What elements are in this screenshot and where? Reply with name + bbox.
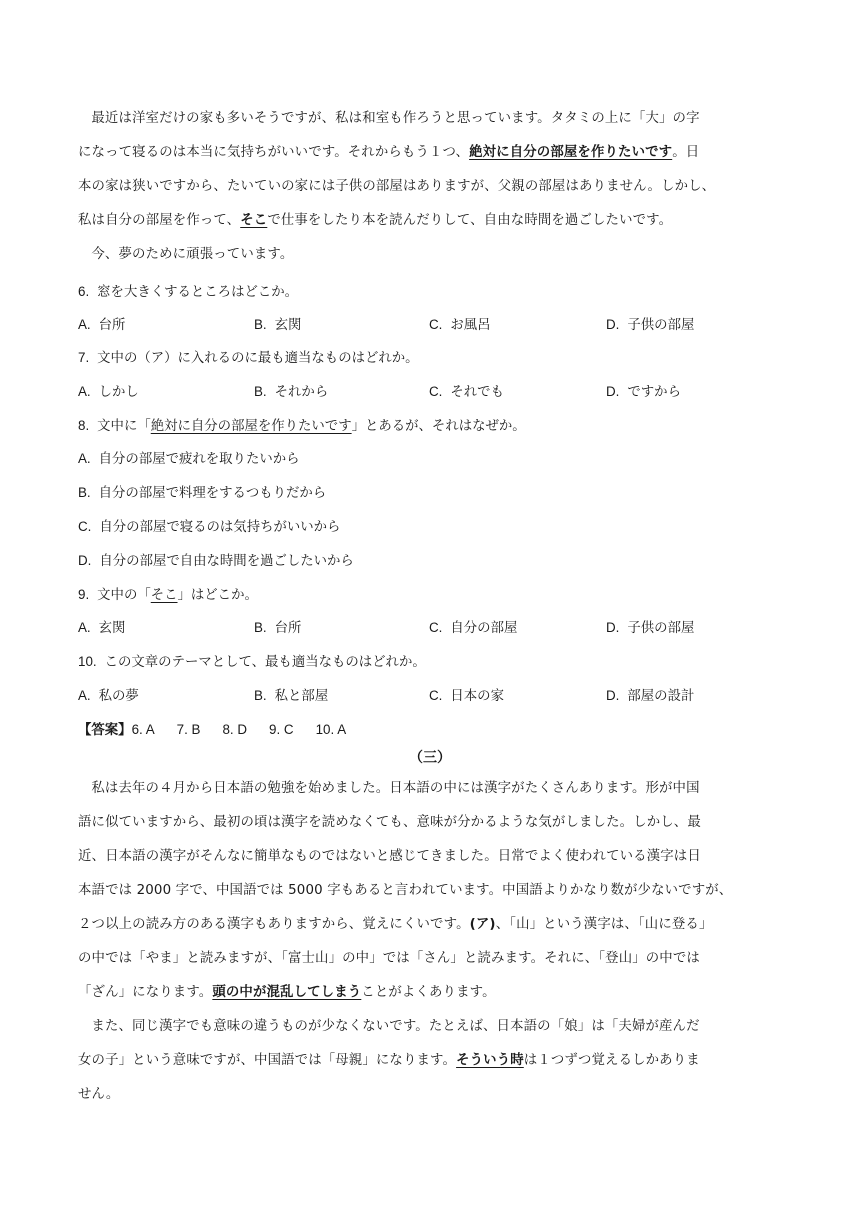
blank-marker: (ア)	[469, 917, 496, 932]
option-10d[interactable]: D. 部屋の設計	[606, 688, 695, 704]
passage-line: 本語では 2000 字で、中国語では 5000 字もあると言われています。中国語よりかなり数が少ないですが、	[78, 883, 733, 898]
passage-line: 語に似ていますから、最初の頃は漢字を読めなくても、意味が分かるような気がしました。しかし、最	[78, 815, 701, 830]
answer-item: 7. B	[176, 722, 201, 737]
option-10c[interactable]: C. 日本の家	[429, 688, 504, 704]
option-7d[interactable]: D. ですから	[606, 384, 681, 400]
passage-line: せん。	[78, 1087, 120, 1102]
option-7a[interactable]: A. しかし	[78, 384, 139, 400]
option-9d[interactable]: D. 子供の部屋	[606, 620, 695, 636]
passage-line: 本の家は狭いですから、たいていの家には子供の部屋はありますが、父親の部屋はありません。しかし、	[78, 179, 716, 194]
option-9a[interactable]: A. 玄関	[78, 620, 126, 636]
passage-line: 近、日本語の漢字がそんなに簡単なものではないと感じてきました。日常でよく使われている漢字は日	[78, 849, 701, 864]
passage-paragraph-1	[78, 102, 784, 272]
underlined-phrase: そういう時	[456, 1053, 524, 1068]
passage-line: 最近は洋室だけの家も多いそうですが、私は和室も作ろうと思っています。タタミの上に「大」の字	[91, 111, 700, 126]
answer-item: 10. A	[315, 722, 347, 737]
underlined-phrase: 絶対に自分の部屋を作りたいです	[469, 145, 673, 160]
option-10b[interactable]: B. 私と部屋	[254, 688, 329, 704]
option-6d[interactable]: D. 子供の部屋	[606, 317, 695, 333]
passage-line: の中では「やま」と読みますが、「富士山」の中」では「さん」と読みます。それに、「登山」の中では	[78, 951, 700, 966]
option-6a[interactable]: A. 台所	[78, 317, 126, 333]
option-7c[interactable]: C. それでも	[429, 384, 504, 400]
option-9b[interactable]: B. 台所	[254, 620, 302, 636]
passage-line: 私は去年の４月から日本語の勉強を始めました。日本語の中には漢字がたくさんあります。形が中国	[91, 781, 700, 796]
question-9: 9. 文中の「そこ」はどこか。	[78, 587, 258, 603]
section-title: （三）	[409, 750, 451, 766]
passage-paragraph-4	[78, 1010, 784, 1112]
question-10: 10. この文章のテーマとして、最も適当なものはどれか。	[78, 654, 426, 670]
underlined-quote: 絶対に自分の部屋を作りたいです	[150, 419, 352, 434]
question-8: 8. 文中に「絶対に自分の部屋を作りたいです」とあるが、それはなぜか。	[78, 418, 526, 434]
passage-paragraph-3	[78, 772, 784, 1010]
question-6: 6. 窓を大きくするところはどこか。	[78, 284, 299, 300]
answer-item: 6. A	[131, 722, 155, 737]
question-7: 7. 文中の（ア）に入れるのに最も適当なものはどれか。	[78, 350, 419, 366]
option-8a[interactable]: A. 自分の部屋で疲れを取りたいから	[78, 451, 300, 467]
underlined-quote: そこ	[150, 588, 178, 603]
passage-line: 私は自分の部屋を作って、そこで仕事をしたり本を読んだりして、自由な時間を過ごしたいです。	[78, 213, 673, 228]
passage-line: になって寝るのは本当に気持ちがいいです。それからもう１つ、絶対に自分の部屋を作りたいです。日	[78, 145, 700, 160]
option-9c[interactable]: C. 自分の部屋	[429, 620, 518, 636]
underlined-word: そこ	[240, 213, 268, 228]
option-8b[interactable]: B. 自分の部屋で料理をするつもりだから	[78, 485, 327, 501]
option-6c[interactable]: C. お風呂	[429, 317, 491, 333]
option-10a[interactable]: A. 私の夢	[78, 688, 139, 704]
passage-line: 「ざん」になります。頭の中が混乱してしまうことがよくあります。	[78, 985, 496, 1000]
passage-line: ２つ以上の読み方のある漢字もありますから、覚えにくいです。(ア)、「山」という漢字は、「山に登る」	[78, 917, 713, 932]
passage-line: また、同じ漢字でも意味の違うものが少なくないです。たとえば、日本語の「娘」は「夫婦が産んだ	[91, 1019, 700, 1034]
option-8c[interactable]: C. 自分の部屋で寝るのは気持ちがいいから	[78, 519, 341, 535]
passage-line: 今、夢のために頑張っています。	[91, 247, 294, 262]
option-7b[interactable]: B. それから	[254, 384, 329, 400]
option-6b[interactable]: B. 玄関	[254, 317, 302, 333]
answer-item: 8. D	[222, 722, 248, 737]
passage-line: 女の子」という意味ですが、中国語では「母親」になります。そういう時は１つずつ覚えるしかありま	[78, 1053, 700, 1068]
answer-label: 【答案】	[78, 723, 132, 738]
answer-item: 9. C	[269, 722, 294, 737]
option-8d[interactable]: D. 自分の部屋で自由な時間を過ごしたいから	[78, 553, 354, 569]
underlined-phrase: 頭の中が混乱してしまう	[212, 985, 362, 1000]
answer-key	[78, 720, 368, 740]
